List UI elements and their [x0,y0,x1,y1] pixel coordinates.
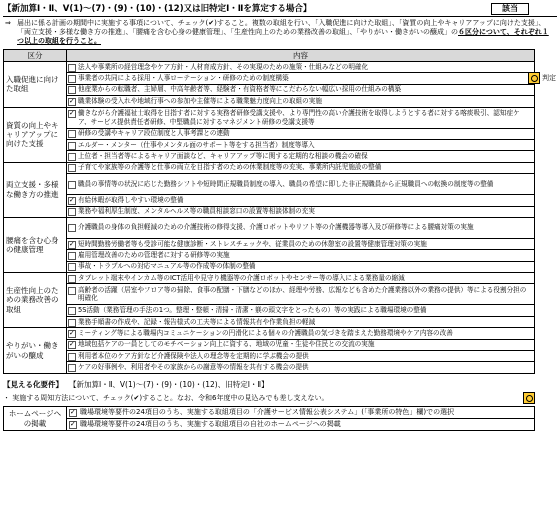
table-row [4,351,535,362]
item-cell [67,328,535,339]
visibility-checkbox[interactable] [69,409,77,417]
arrow-icon: ⇒ [5,19,11,27]
category-cell: やりがい・働きがいの醸成 [4,328,67,374]
header [3,2,557,17]
visibility-table [3,406,535,431]
item-cell [67,238,535,249]
item-label: 事業者の共同による採用・人事ローテーション・研修のための制度構築 [78,74,289,83]
table-row [4,217,535,238]
judge-indicator [528,72,556,84]
category-cell: 資質の向上やキャリアアップに向けた支援 [4,107,67,162]
item-checkbox[interactable] [68,98,76,106]
item-cell [67,62,535,73]
table-row [4,151,535,162]
item-checkbox[interactable] [68,263,76,271]
item-cell [67,151,535,162]
judge-circle-icon [528,72,540,84]
item-checkbox[interactable] [68,153,76,161]
item-cell [67,217,535,238]
category-cell: 両立支援・多様な働き方の推進 [4,162,67,217]
item-checkbox[interactable] [68,252,76,260]
page-title: 【新加算Ⅰ・Ⅱ、Ⅴ(1)～(7)・(9)・(10)・(12)又は旧特定Ⅰ・Ⅱを算定する場合】 [3,3,312,14]
requirements-table [3,49,535,374]
item-checkbox[interactable] [68,110,76,118]
table-row [4,284,535,305]
item-label: 利用者本位のケア方針など介護保険や法人の理念等を定期的に学ぶ機会の提供 [78,351,309,360]
item-cell [67,284,535,305]
category-cell: 生産性向上のための業務改善の取組 [4,273,67,328]
table-row [4,328,535,339]
item-cell [67,351,535,362]
item-checkbox[interactable] [68,241,76,249]
item-label: 雇用管理改善のための管理者に対する研修等の実施 [78,250,230,259]
applicable-badge: 該当 [491,3,529,15]
item-cell [67,250,535,261]
item-checkbox[interactable] [68,341,76,349]
item-label: 子育てや家族等の介護等と仕事の両立を目指す者のための休業制度等の充実、事業所内託児施設の整備 [78,163,382,172]
category-cell: 入職促進に向けた取組 [4,62,67,108]
table-row [4,195,535,206]
item-checkbox[interactable] [68,364,76,372]
item-checkbox[interactable] [68,353,76,361]
item-checkbox[interactable] [68,197,76,205]
item-checkbox[interactable] [68,307,76,315]
item-label: エルダー・メンター（仕事やメンタル面のサポート等をする担当者）制度等導入 [78,140,315,149]
category-cell: 腰痛を含む心身の健康管理 [4,217,67,272]
visibility-row [4,407,535,419]
visibility-circle-icon [523,392,535,404]
item-cell [67,128,535,139]
visibility-category: ホームページへの掲載 [4,407,67,431]
visibility-checkbox[interactable] [69,421,77,429]
item-label: 研修の受講やキャリア段位制度と人事考課との連動 [78,129,230,138]
table-row [4,139,535,150]
item-cell [67,261,535,272]
item-label: 働きながら介護福祉士取得を目指す者に対する実務者研修受講支援や、より専門性の高い介護技術を取得しようとする者に対する喀痰吸引、認知症ケア、サービス提供責任者研修、中堅職員に対するマネジメント研修の受講支援等 [78,109,520,126]
item-checkbox[interactable] [68,142,76,150]
item-cell [67,174,535,195]
item-cell [67,206,535,217]
table-row [4,362,535,373]
item-label: 職業体験の受入れや地域行事への参加や主催等による職業魅力度向上の取組の実施 [78,96,322,105]
table-row [4,73,535,84]
item-label: ケアの好事例や、利用者やその家族からの謝意等の情報を共有する機会の提供 [78,363,309,372]
item-cell [67,107,535,128]
visibility-item-label: 職場環境等要件の24項目のうち、実施する取組項目の「介護サービス情報公表システム」(「事業所の特色」欄)での選択 [80,408,455,417]
item-cell [67,362,535,373]
table-row [4,84,535,95]
visibility-item-cell [67,407,535,419]
visibility-subtitle: 【新加算Ⅰ・Ⅱ、Ⅴ(1)～(7)・(9)・(10)・(12)、旧特定Ⅰ・Ⅱ】 [69,379,269,389]
item-checkbox[interactable] [68,208,76,216]
table-row [4,62,535,73]
item-checkbox[interactable] [68,164,76,172]
item-checkbox[interactable] [68,86,76,94]
item-label: 事故・トラブルへの対応マニュアル等の作成等の体制の整備 [78,262,256,271]
table-row [4,206,535,217]
visibility-note: ・ 実施する周知方法について、チェック(✔)すること。なお、令和6年度中の見込みでも差し支えない。 [3,393,329,402]
item-checkbox[interactable] [68,64,76,72]
visibility-item-label: 職場環境等要件の24項目のうち、実施する取組項目の自社のホームページへの掲載 [80,420,341,429]
item-label: 有給休暇が取得しやすい環境の整備 [78,195,184,204]
table-row [4,273,535,284]
item-checkbox[interactable] [68,319,76,327]
visibility-note-row [3,392,535,404]
item-label: 業務や福利厚生制度、メンタルヘルス等の職員相談窓口の設置等相談体制の充実 [78,207,315,216]
item-cell [67,195,535,206]
item-label: ミーティング等による職場内コミュニケーションの円滑化による個々の介護職員の気づきを踏まえた勤務環境やケア内容の改善 [78,328,453,337]
item-checkbox[interactable] [68,330,76,338]
item-label: 法人や事業所の経営理念やケア方針・人材育成方針、その実現のための施策・仕組みなどの明確化 [78,62,369,71]
item-label: 短時間勤務労働者等も受診可能な健康診断・ストレスチェックや、従業員のための休憩室の設置等健康管理対策の実施 [78,239,427,248]
table-row [4,261,535,272]
instruction [3,17,557,49]
item-cell [67,73,535,84]
item-cell [67,339,535,350]
item-checkbox[interactable] [68,75,76,83]
table-row [4,316,535,327]
item-label: 上位者・担当者等によるキャリア面談など、キャリアアップ等に関する定期的な相談の機会の確保 [78,152,368,161]
item-cell [67,139,535,150]
table-row [4,339,535,350]
table-row [4,96,535,107]
item-label: 高齢者の活躍（居室やフロア等の掃除、食事の配膳・下膳などのほか、経理や労務、広報なども含めた介護業務以外の業務の提供）等による役割分担の明確化 [78,286,527,303]
visibility-section-title [3,380,557,389]
judge-label: 判定 [542,73,556,82]
item-label: 介護職員の身体の負担軽減のための介護技術の修得支援、介護ロボットやリフト等の介護機器等導入及び研修等による腰痛対策の実施 [78,223,474,232]
item-checkbox[interactable] [68,287,76,295]
visibility-item-cell [67,419,535,431]
table-row [4,107,535,128]
item-label: タブレット端末やインカム等のICT活用や見守り機器等の介護ロボットやセンサー等の導入による業務量の縮減 [78,273,405,282]
item-checkbox[interactable] [68,130,76,138]
item-cell [67,305,535,316]
visibility-row [4,419,535,431]
item-cell [67,96,535,107]
visibility-title: 【見える化要件】 [3,379,63,389]
table-row [4,238,535,249]
column-header-content: 内容 [67,50,535,62]
item-cell [67,273,535,284]
instruction-emphasis: ６区分について、それぞれ１つ以上の取組を行うこと。 [17,27,549,45]
item-checkbox[interactable] [68,224,76,232]
column-header-category: 区分 [4,50,67,62]
instruction-text: 届出に係る計画の期間中に実施する事項について、チェック(✔)すること。複数の取組を行い、「入職促進に向けた取組」、「資質の向上やキャリアアップに向けた支援」、「両立支援・多様な働き方の推進」、「腰痛を含む心身の健康管理」、「生産性向上のための業務改善の取組」、「やりがい・働きがいの醸成」の [17,19,546,36]
table-row [4,128,535,139]
item-label: 業務手順書の作成や、記録・報告様式の工夫等による情報共有や作業負担の軽減 [78,317,316,326]
item-checkbox[interactable] [68,181,76,189]
item-label: 5S活動（業務管理の手法の1つ。整理・整頓・清掃・清潔・躾の頭文字をとったもの）等の実践による職場環境の整備 [78,306,427,315]
table-row [4,305,535,316]
item-label: 他産業からの転職者、主婦層、中高年齢者等、経験者・有資格者等にこだわらない幅広い採用の仕組みの構築 [78,85,402,94]
item-cell [67,316,535,327]
table-row [4,162,535,173]
item-label: 地域包括ケアの一員としてのモチベーション向上に資する、地域の児童・生徒や住民との交流の実施 [78,340,375,349]
table-row [4,250,535,261]
item-cell [67,84,535,95]
table-row [4,174,535,195]
item-checkbox[interactable] [68,275,76,283]
item-cell [67,162,535,173]
item-label: 職員の事情等の状況に応じた勤務シフトや短時間正規職員制度の導入、職員の希望に即した非正規職員から正規職員への転換の制度等の整備 [78,179,494,188]
